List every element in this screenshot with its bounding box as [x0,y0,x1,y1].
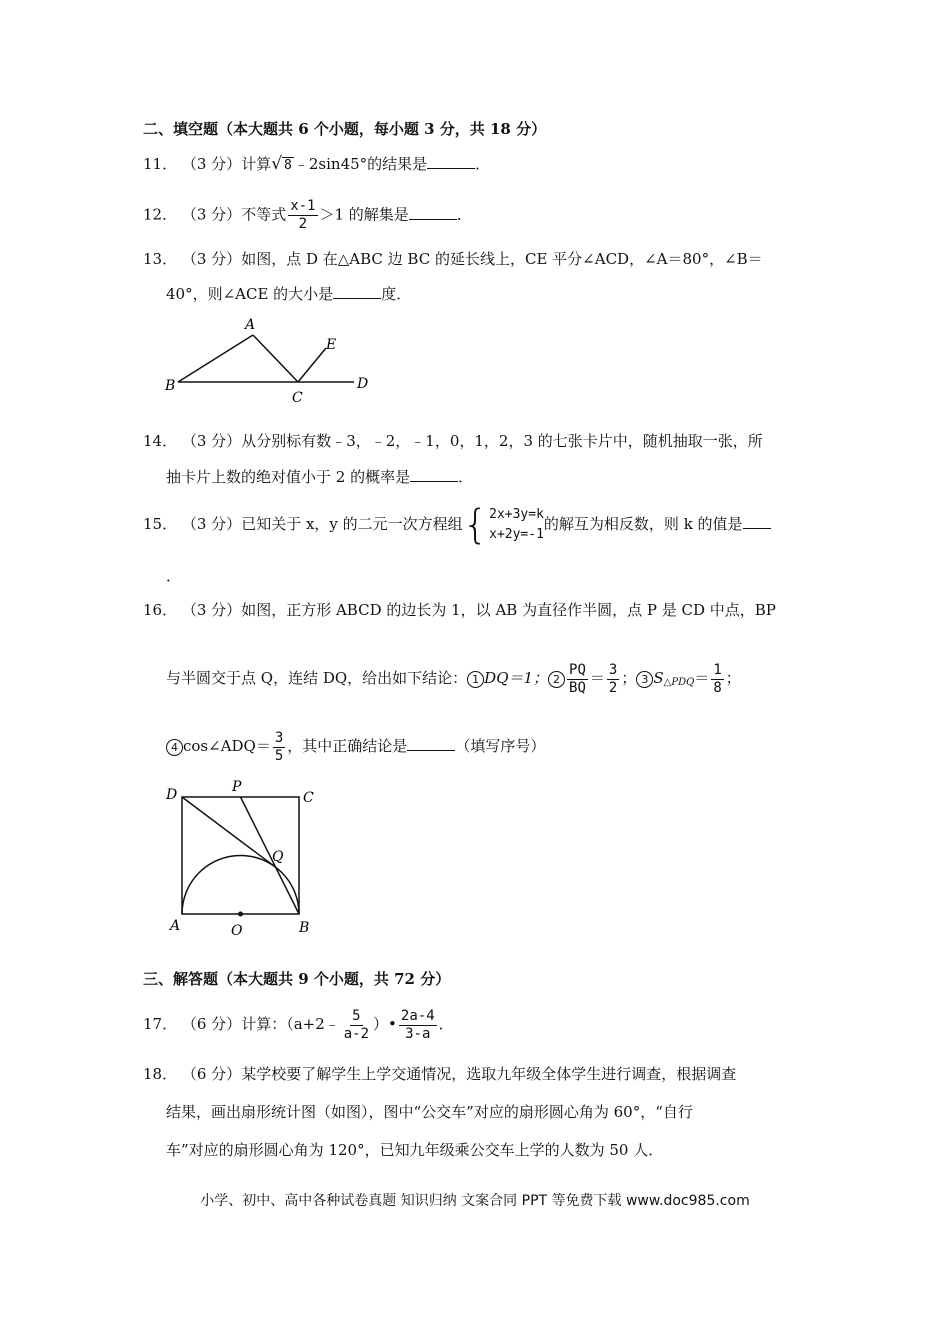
question-text: 度． [381,285,412,303]
question-14 [143,430,763,452]
fraction [273,730,285,765]
numerator: 1 [713,661,722,678]
segment-BA [178,335,253,382]
question-14-line-2 [166,466,473,488]
question-score: （3 分） [181,205,242,224]
question-text: 如图，正方形 ABCD 的边长为 1，以 AB 为直径作半圆，点 P 是 CD 中点，BP [241,601,776,619]
numerator: 2a-4 [400,1007,435,1024]
question-score: （6 分） [181,1065,242,1083]
numerator: 3 [274,729,284,746]
question-16-line-2 [166,656,741,705]
question-text: ，其中正确结论是 [287,737,408,755]
triangle-figure [160,312,380,407]
conclusion-1: DQ＝1； [484,669,549,687]
question-13-line-2 [166,283,411,305]
question-number: 18． [143,1065,178,1083]
operator: ）• [373,1015,397,1033]
punctuation: ； [621,669,637,687]
answer-blank [743,514,771,529]
segment-CE [298,348,326,382]
conclusion-4: cos∠ADQ＝ [183,737,271,755]
answer-blank [427,154,475,169]
square-figure [160,775,325,945]
label-E: E [326,337,337,353]
question-15-end: ． [166,567,182,585]
question-number: 12． [143,205,178,224]
question-score: （6 分） [181,1015,242,1033]
subscript: △PDQ [663,677,695,688]
punctuation: ． [456,205,472,224]
question-number: 17． [143,1015,178,1033]
fraction [399,1008,437,1043]
circled-number: 1 [467,671,484,688]
question-text: 的解互为相反数，则 k 的值是 [543,515,743,533]
question-18-line-2: 结果，画出扇形统计图（如图），图中“公交车”对应的扇形圆心角为 60°，“自行 [166,1103,693,1121]
circled-number: 2 [548,671,565,688]
fraction [288,198,317,233]
fraction [342,1008,371,1043]
fraction [607,662,619,697]
label-O: O [231,923,243,939]
label-C: C [303,790,314,806]
radicand: 8 [284,158,292,173]
equation-2: x+2y=-1 [489,527,544,542]
question-18-line-3: 车”对应的扇形圆心角为 120°，已知九年级乘公交车上学的人数为 50 人． [166,1141,664,1159]
question-number: 13． [143,250,178,268]
denominator: 3-a [405,1025,431,1042]
equation-1: 2x+3y=k [489,507,544,522]
label-A: A [170,918,181,934]
question-text: 某学校要了解学生上学交通情况，选取九年级全体学生进行调查，根据调查 [241,1065,737,1083]
numerator: 5 [352,1007,361,1024]
page-footer: 小学、初中、高中各种试卷真题 知识归纳 文案合同 PPT 等免费下载 www.doc985.com [200,1193,750,1209]
question-text: 计算 [241,155,272,173]
question-score: （3 分） [181,432,242,450]
answer-blank [407,736,455,751]
label-A: A [245,317,256,333]
question-15 [143,502,771,546]
label-C: C [292,390,303,406]
numerator: x-1 [290,198,316,214]
question-text: 与半圆交于点 Q，连结 DQ，给出如下结论： [166,669,468,687]
circled-number: 4 [166,739,183,756]
numerator: PQ [569,661,586,678]
question-score: （3 分） [181,250,242,268]
punctuation: ； [725,669,741,687]
fraction [567,662,588,697]
question-number: 11． [143,155,178,173]
answer-blank [333,284,381,299]
question-11 [143,153,490,177]
denominator: 2 [298,216,308,232]
question-text: （填写序号） [455,737,546,755]
question-text: 如图，点 D 在△ABC 边 BC 的延长线上，CE 平分∠ACD，∠A＝80°，∠B＝ [241,250,763,268]
label-B: B [299,920,310,936]
question-13 [143,248,763,270]
denominator: a-2 [343,1025,370,1042]
denominator: 2 [608,679,618,696]
equation-system [462,502,544,548]
question-number: 16． [143,601,178,619]
question-text: 40°，则∠ACE 的大小是 [166,285,334,303]
denominator: BQ [569,679,586,696]
denominator: 8 [713,679,722,696]
answer-blank [410,467,458,482]
brace-icon: { [462,502,489,548]
question-text: 不等式 [241,205,287,224]
label-P: P [232,779,242,795]
question-text: 计算：（a+2﹣ [241,1015,340,1033]
equals: ＝ [694,669,710,687]
question-text: ﹣2sin45°的结果是 [293,155,428,173]
square-root: √ 8 [271,154,292,174]
label-D: D [166,787,178,803]
center-point-O [238,912,243,917]
punctuation: ． [475,155,491,173]
question-text: 从分别标有数﹣3，﹣2，﹣1，0，1，2，3 的七张卡片中，随机抽取一张，所 [241,432,763,450]
section-2-title: 二、填空题（本大题共 6 个小题，每小题 3 分，共 18 分） [143,120,547,138]
question-18 [143,1063,736,1085]
question-number: 15． [143,515,178,533]
question-12 [143,198,472,233]
label-Q: Q [272,849,284,865]
label-D: D [357,376,369,392]
question-16-line-3 [166,724,545,768]
punctuation: ． [438,1015,454,1033]
circled-number: 3 [636,671,653,688]
question-score: （3 分） [181,515,242,533]
punctuation: ． [458,468,474,486]
question-text: 抽卡片上数的绝对值小于 2 的概率是 [166,468,411,486]
equals: ＝ [589,669,605,687]
question-text: ＞1 的解集是 [319,205,409,224]
question-text: 已知关于 x，y 的二元一次方程组 [241,515,463,533]
segment-AC [253,335,298,382]
question-number: 14． [143,432,178,450]
question-16 [143,599,776,621]
label-B: B [165,378,176,394]
answer-blank [409,205,457,220]
question-17 [143,1002,454,1046]
question-score: （3 分） [181,155,242,173]
numerator: 3 [608,661,618,678]
area-symbol: S [653,669,664,687]
denominator: 5 [274,747,284,764]
fraction [711,662,723,697]
question-score: （3 分） [181,601,242,619]
section-3-title: 三、解答题（本大题共 9 个小题，共 72 分） [143,970,451,988]
